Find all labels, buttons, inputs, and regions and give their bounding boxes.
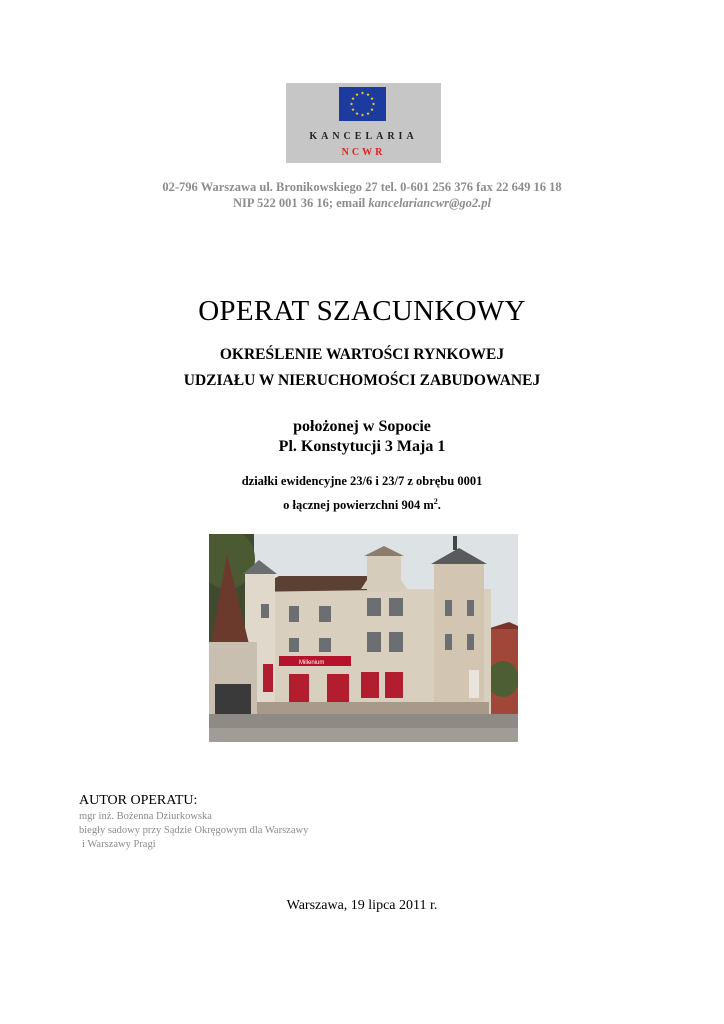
author-heading: AUTOR OPERATU:	[79, 793, 198, 808]
author-role-line-1: biegły sadowy przy Sądzie Okręgowym dla Warszawy	[79, 825, 309, 836]
logo-text-kancelaria: KANCELARIA	[309, 131, 418, 142]
author-name: mgr inż. Bożenna Dziurkowska	[79, 811, 212, 822]
plot-line-end: .	[437, 498, 441, 512]
eu-star-icon: ★	[370, 107, 375, 112]
nip-text: NIP 522 001 36 16; email	[233, 196, 369, 210]
author-role-line-2: i Warszawy Pragi	[82, 839, 156, 850]
plot-area-text: o łącznej powierzchni 904 m	[283, 498, 434, 512]
sign-text: Millenium	[299, 660, 325, 666]
eu-star-icon: ★	[350, 107, 355, 112]
eu-star-icon: ★	[365, 111, 371, 117]
place-date: Warszawa, 19 lipca 2011 r.	[286, 898, 438, 913]
plot-line-2	[0, 497, 724, 513]
eu-star-icon: ★	[354, 111, 360, 117]
location-line-1: położonej w Sopocie	[293, 418, 431, 435]
unit-exponent: 2	[433, 497, 438, 506]
eu-star-icon: ★	[360, 90, 365, 96]
plot-line-1: działki ewidencyjne 23/6 i 23/7 z obrębu 0001	[241, 474, 483, 488]
eu-star-icon: ★	[365, 91, 371, 97]
eu-star-icon: ★	[350, 96, 355, 101]
document-title: OPERAT SZACUNKOWY	[198, 295, 526, 327]
address-line: 02-796 Warszawa ul. Bronikowskiego 27 tel. 0-601 256 376 fax 22 649 16 18	[162, 180, 562, 194]
eu-flag-icon	[339, 87, 386, 121]
subtitle-line-1: OKREŚLENIE WARTOŚCI RYNKOWEJ	[219, 346, 505, 363]
eu-star-icon: ★	[360, 112, 365, 118]
eu-star-icon: ★	[349, 101, 354, 107]
eu-star-icon: ★	[371, 101, 376, 107]
email-text: kancelariancwr@go2.pl	[368, 196, 491, 210]
eu-star-icon: ★	[354, 91, 360, 97]
location-line-2: Pl. Konstytucji 3 Maja 1	[278, 438, 446, 455]
subtitle-line-2: UDZIAŁU W NIERUCHOMOŚCI ZABUDOWANEJ	[183, 372, 541, 389]
logo-text-ncwr: NCWR	[341, 147, 386, 158]
eu-star-icon: ★	[370, 96, 375, 101]
company-logo	[286, 83, 441, 163]
contact-line	[0, 196, 724, 211]
building-photo	[209, 534, 518, 742]
